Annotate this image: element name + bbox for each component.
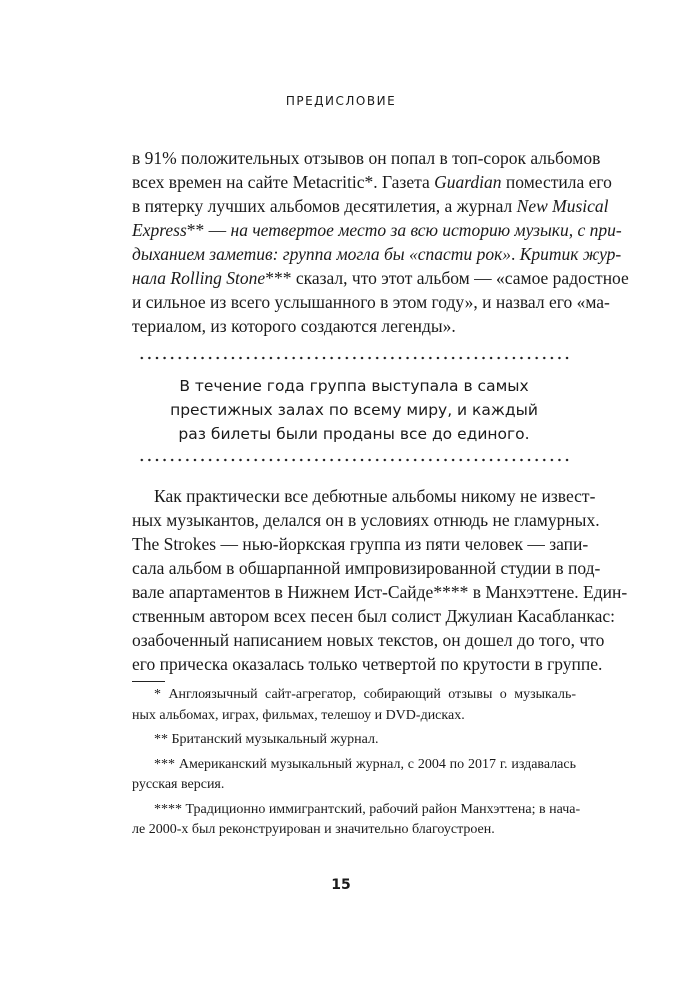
- footnote-line: ных альбомах, играх, фильмах, телешоу и DVD-дисках.: [132, 707, 465, 723]
- text-line: [132, 532, 589, 556]
- text-run: *** сказал, что этот альбом — «самое радостное: [265, 268, 629, 288]
- text-run: The Strokes — нью-йоркская группа из пяти человек — запи-: [132, 534, 589, 554]
- pull-quote: [132, 356, 576, 462]
- text-line: [132, 628, 605, 652]
- footnote: [132, 755, 576, 796]
- text-run: .: [511, 244, 520, 264]
- text-line: [132, 242, 622, 266]
- text-line: [132, 266, 629, 290]
- footnote: [132, 800, 581, 841]
- text-run: в пятерку лучших альбомов десятилетия, а журнал: [132, 196, 517, 216]
- italic-run: на четвертое место за всю историю музыки, с при-: [230, 220, 622, 240]
- text-run: и сильное из всего услышанного в этом году», и назвал его «ма-: [132, 292, 610, 312]
- text-line: [132, 314, 576, 338]
- text-run: сала альбом в обшарпанной импровизированной студии в под-: [132, 558, 601, 578]
- text-run: ственным автором всех песен был солист Джулиан Касабланкас:: [132, 606, 616, 626]
- page-number: 15: [331, 877, 351, 893]
- pull-quote-line: престижных залах по всему миру, и каждый: [170, 401, 538, 419]
- italic-run: дыханием заметив: группа могла бы «спасти рок»: [132, 244, 512, 264]
- text-line: [132, 556, 601, 580]
- footnote-rule: [132, 681, 165, 682]
- footnote: [132, 730, 576, 751]
- text-line: [132, 290, 610, 314]
- footnotes: [132, 685, 581, 845]
- dotted-divider-bottom: [138, 458, 570, 462]
- footnote-line: *** Американский музыкальный журнал, с 2004 по 2017 г. издавалась: [154, 756, 576, 772]
- text-run: поместила его: [501, 172, 612, 192]
- footnote-line: * Англоязычный сайт-агрегатор, собирающий отзывы о музыкаль-: [154, 687, 576, 702]
- footnote-line: ** Британский музыкальный журнал.: [154, 732, 379, 747]
- italic-run: Критик жур-: [519, 244, 622, 264]
- text-line: [132, 146, 601, 170]
- text-line: [132, 218, 622, 242]
- text-run: ных музыкантов, делался он в условиях отнюдь не гламурных.: [132, 510, 600, 530]
- italic-run: Guardian: [434, 172, 502, 192]
- text-run: ** —: [186, 220, 231, 240]
- text-line: [132, 604, 616, 628]
- text-run: вале апартаментов в Нижнем Ист-Сайде**** в Манхэттене. Един-: [132, 582, 628, 602]
- footnote: [132, 685, 576, 726]
- paragraph-1: [132, 146, 629, 338]
- pull-quote-text: [132, 360, 576, 458]
- text-run: озабоченный написанием новых текстов, он дошел до того, что: [132, 630, 605, 650]
- text-line: [132, 170, 612, 194]
- text-run: всех времен на сайте Metacritic*. Газета: [132, 172, 435, 192]
- text-line: [132, 580, 628, 604]
- footnote-line: ле 2000-х был реконструирован и значительно благоустроен.: [132, 822, 495, 837]
- pull-quote-line: В течение года группа выступала в самых: [179, 377, 529, 395]
- italic-run: нала Rolling Stone: [132, 268, 266, 288]
- paragraph-2: [132, 484, 628, 676]
- running-header: ПРЕДИСЛОВИЕ: [285, 94, 397, 108]
- text-run: Как практически все дебютные альбомы никому не извест-: [154, 486, 596, 506]
- text-run: в 91% положительных отзывов он попал в топ-сорок альбомов: [132, 148, 601, 168]
- text-line: [132, 194, 609, 218]
- footnote-line: русская версия.: [132, 777, 225, 792]
- text-line: [132, 652, 603, 676]
- text-line: [132, 508, 600, 532]
- text-run: териалом, из которого создаются легенды».: [132, 316, 456, 336]
- footnote-line: **** Традиционно иммигрантский, рабочий район Манхэттена; в нача-: [154, 801, 581, 817]
- text-line: [132, 484, 596, 508]
- text-run: его прическа оказалась только четвертой по крутости в группе.: [132, 654, 603, 674]
- italic-run: Express: [132, 220, 187, 240]
- italic-run: New Musical: [516, 196, 609, 216]
- pull-quote-line: раз билеты были проданы все до единого.: [178, 425, 530, 443]
